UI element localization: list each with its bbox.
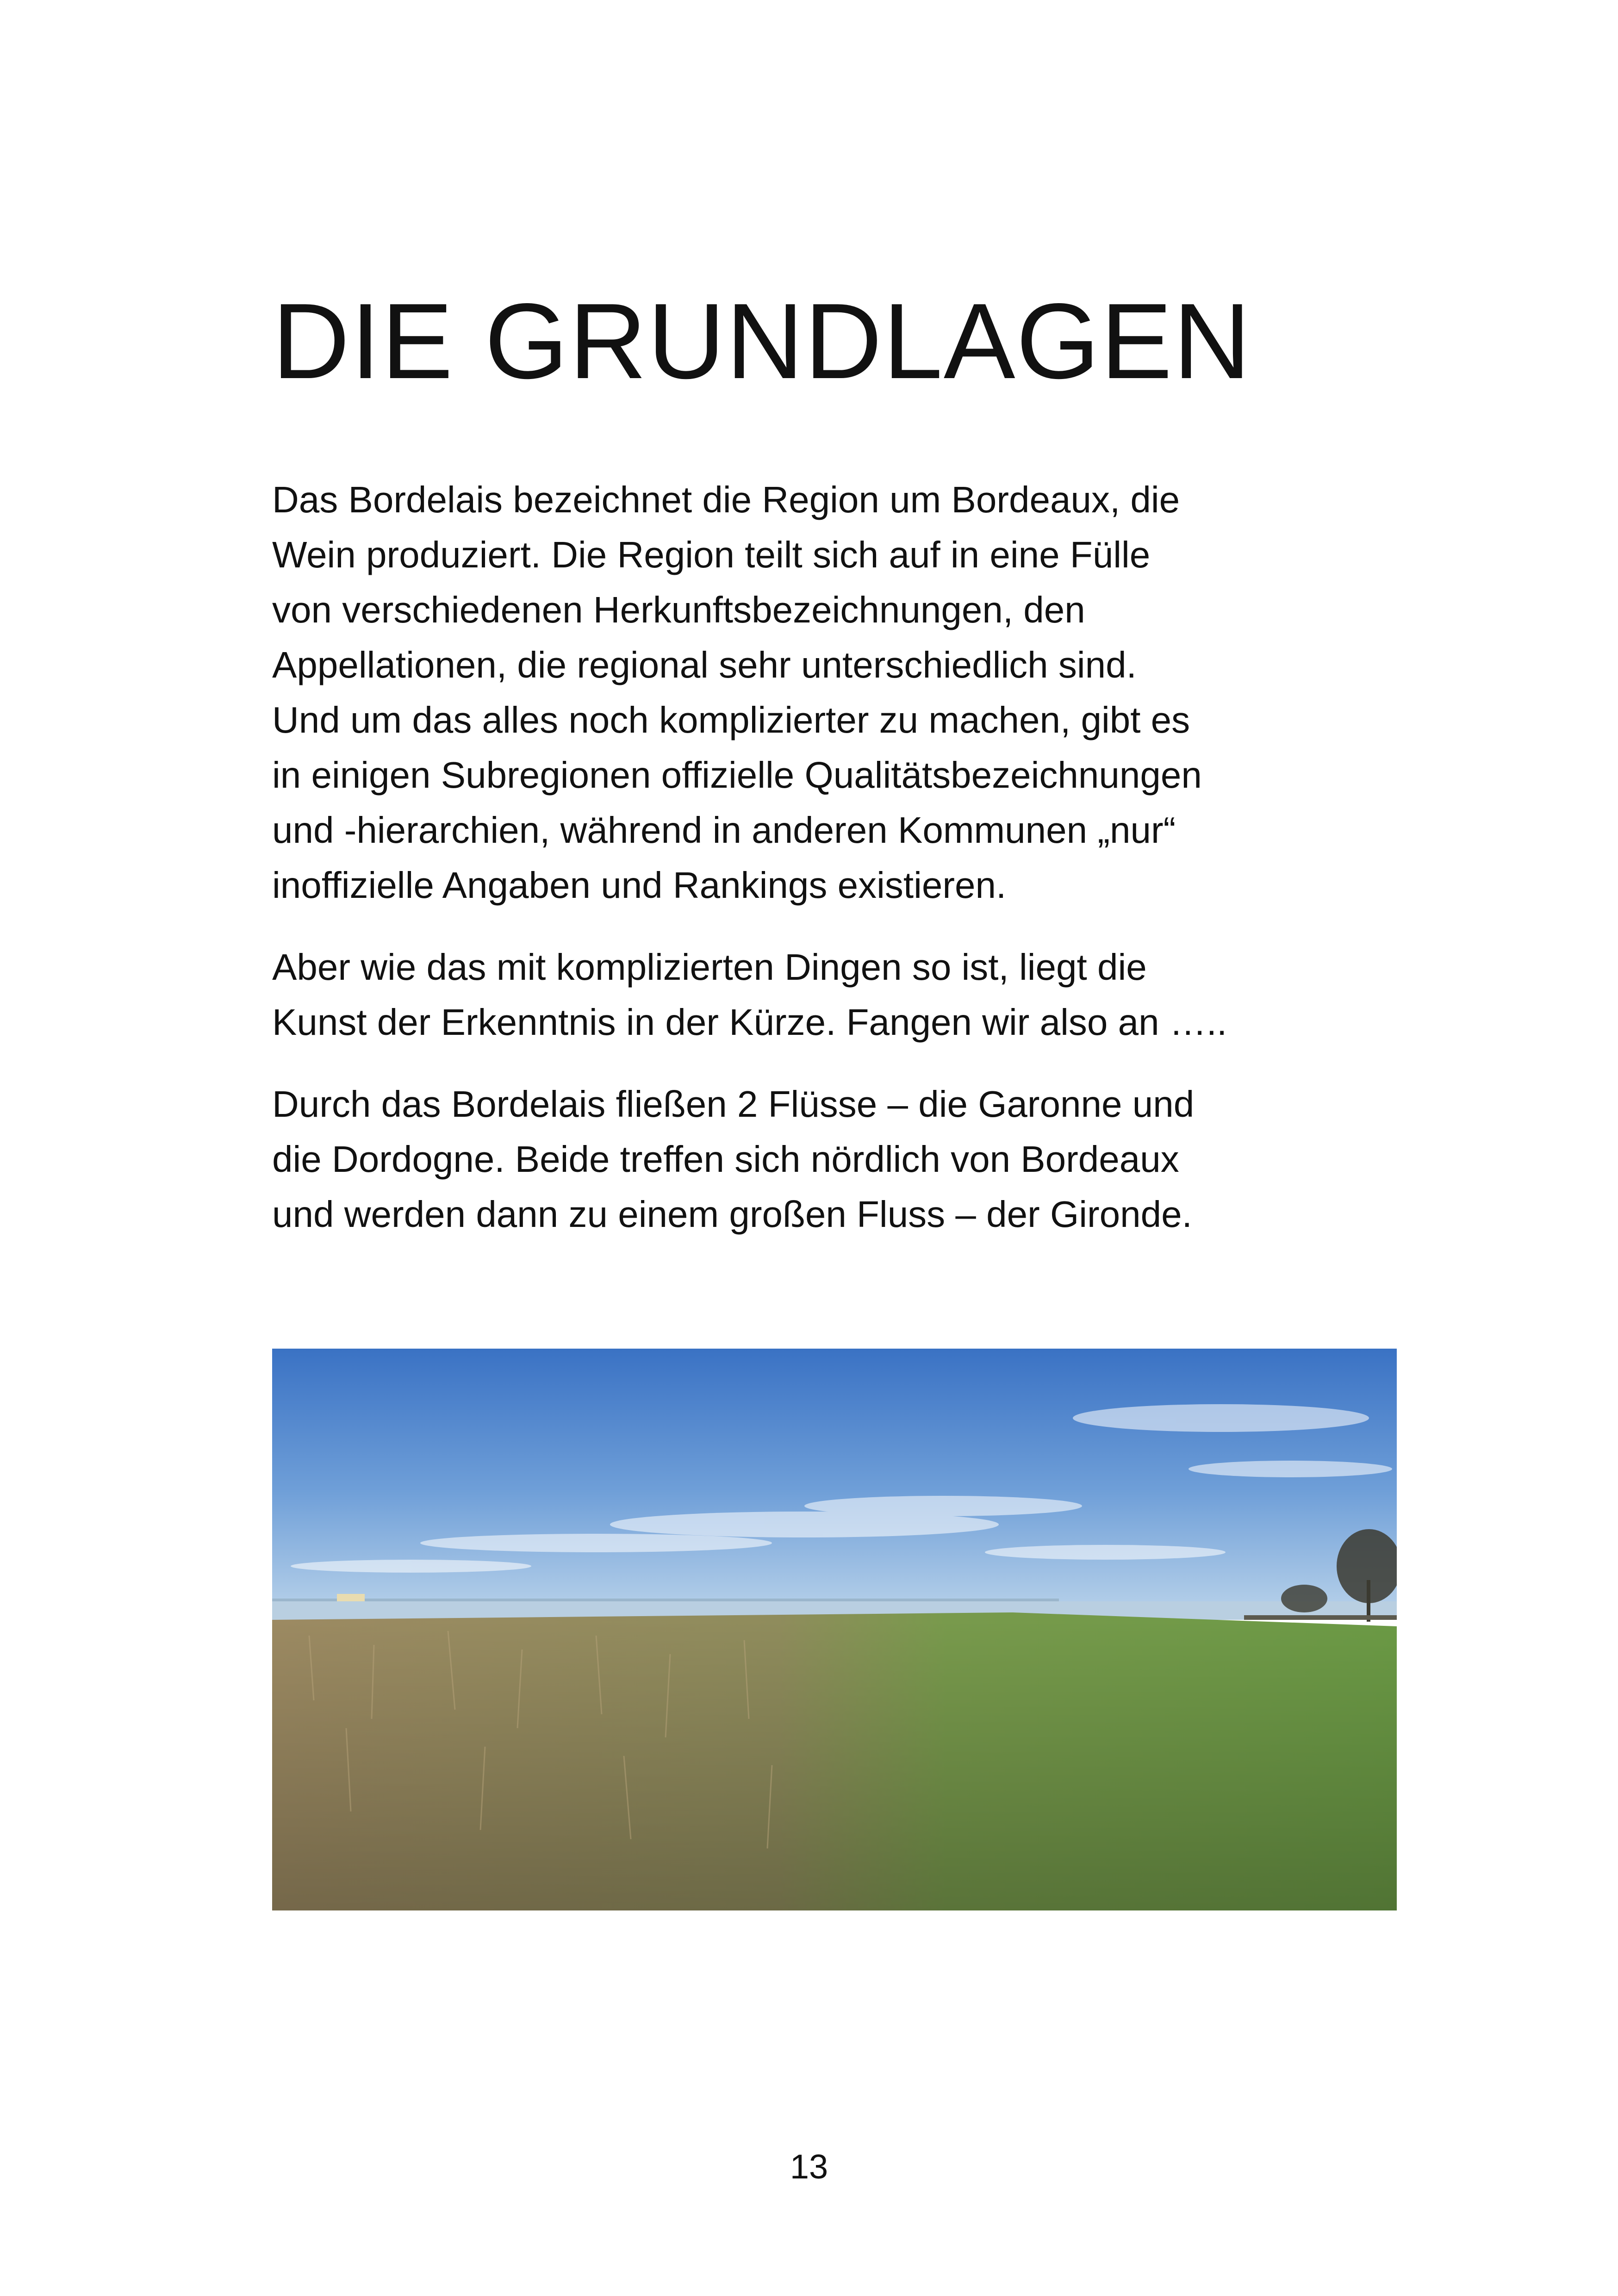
paragraph-2: Aber wie das mit komplizierten Dingen so ist, liegt die Kunst der Erkenntnis in der Kürze. Fangen wir also an ….. bbox=[272, 946, 1227, 1043]
paragraph-3: Durch das Bordelais fließen 2 Flüsse – die Garonne und die Dordogne. Beide treffen sich nördlich von Bordeaux und werden dann zu einem großen Fluss – der Gironde. bbox=[272, 1083, 1195, 1235]
page-number: 13 bbox=[790, 2147, 828, 2186]
landscape-photo bbox=[272, 1349, 1397, 1910]
page-title: DIE GRUNDLAGEN bbox=[272, 281, 1252, 401]
body-text bbox=[272, 472, 1397, 1269]
paragraph-1: Das Bordelais bezeichnet die Region um Bordeaux, die Wein produziert. Die Region teilt sich auf in eine Fülle von verschiedenen Herkunftsbezeichnungen, den Appellationen, die regional sehr unterschiedlich sind. Und um das alles noch komplizierter zu machen, gibt es in einigen Subregionen offizielle Qualitätsbezeichnungen und -hierarchien, während in anderen Kommunen „nur“ inoffizielle Angaben und Rankings existieren. bbox=[272, 479, 1202, 906]
gironde-landscape-image bbox=[272, 1349, 1397, 1910]
